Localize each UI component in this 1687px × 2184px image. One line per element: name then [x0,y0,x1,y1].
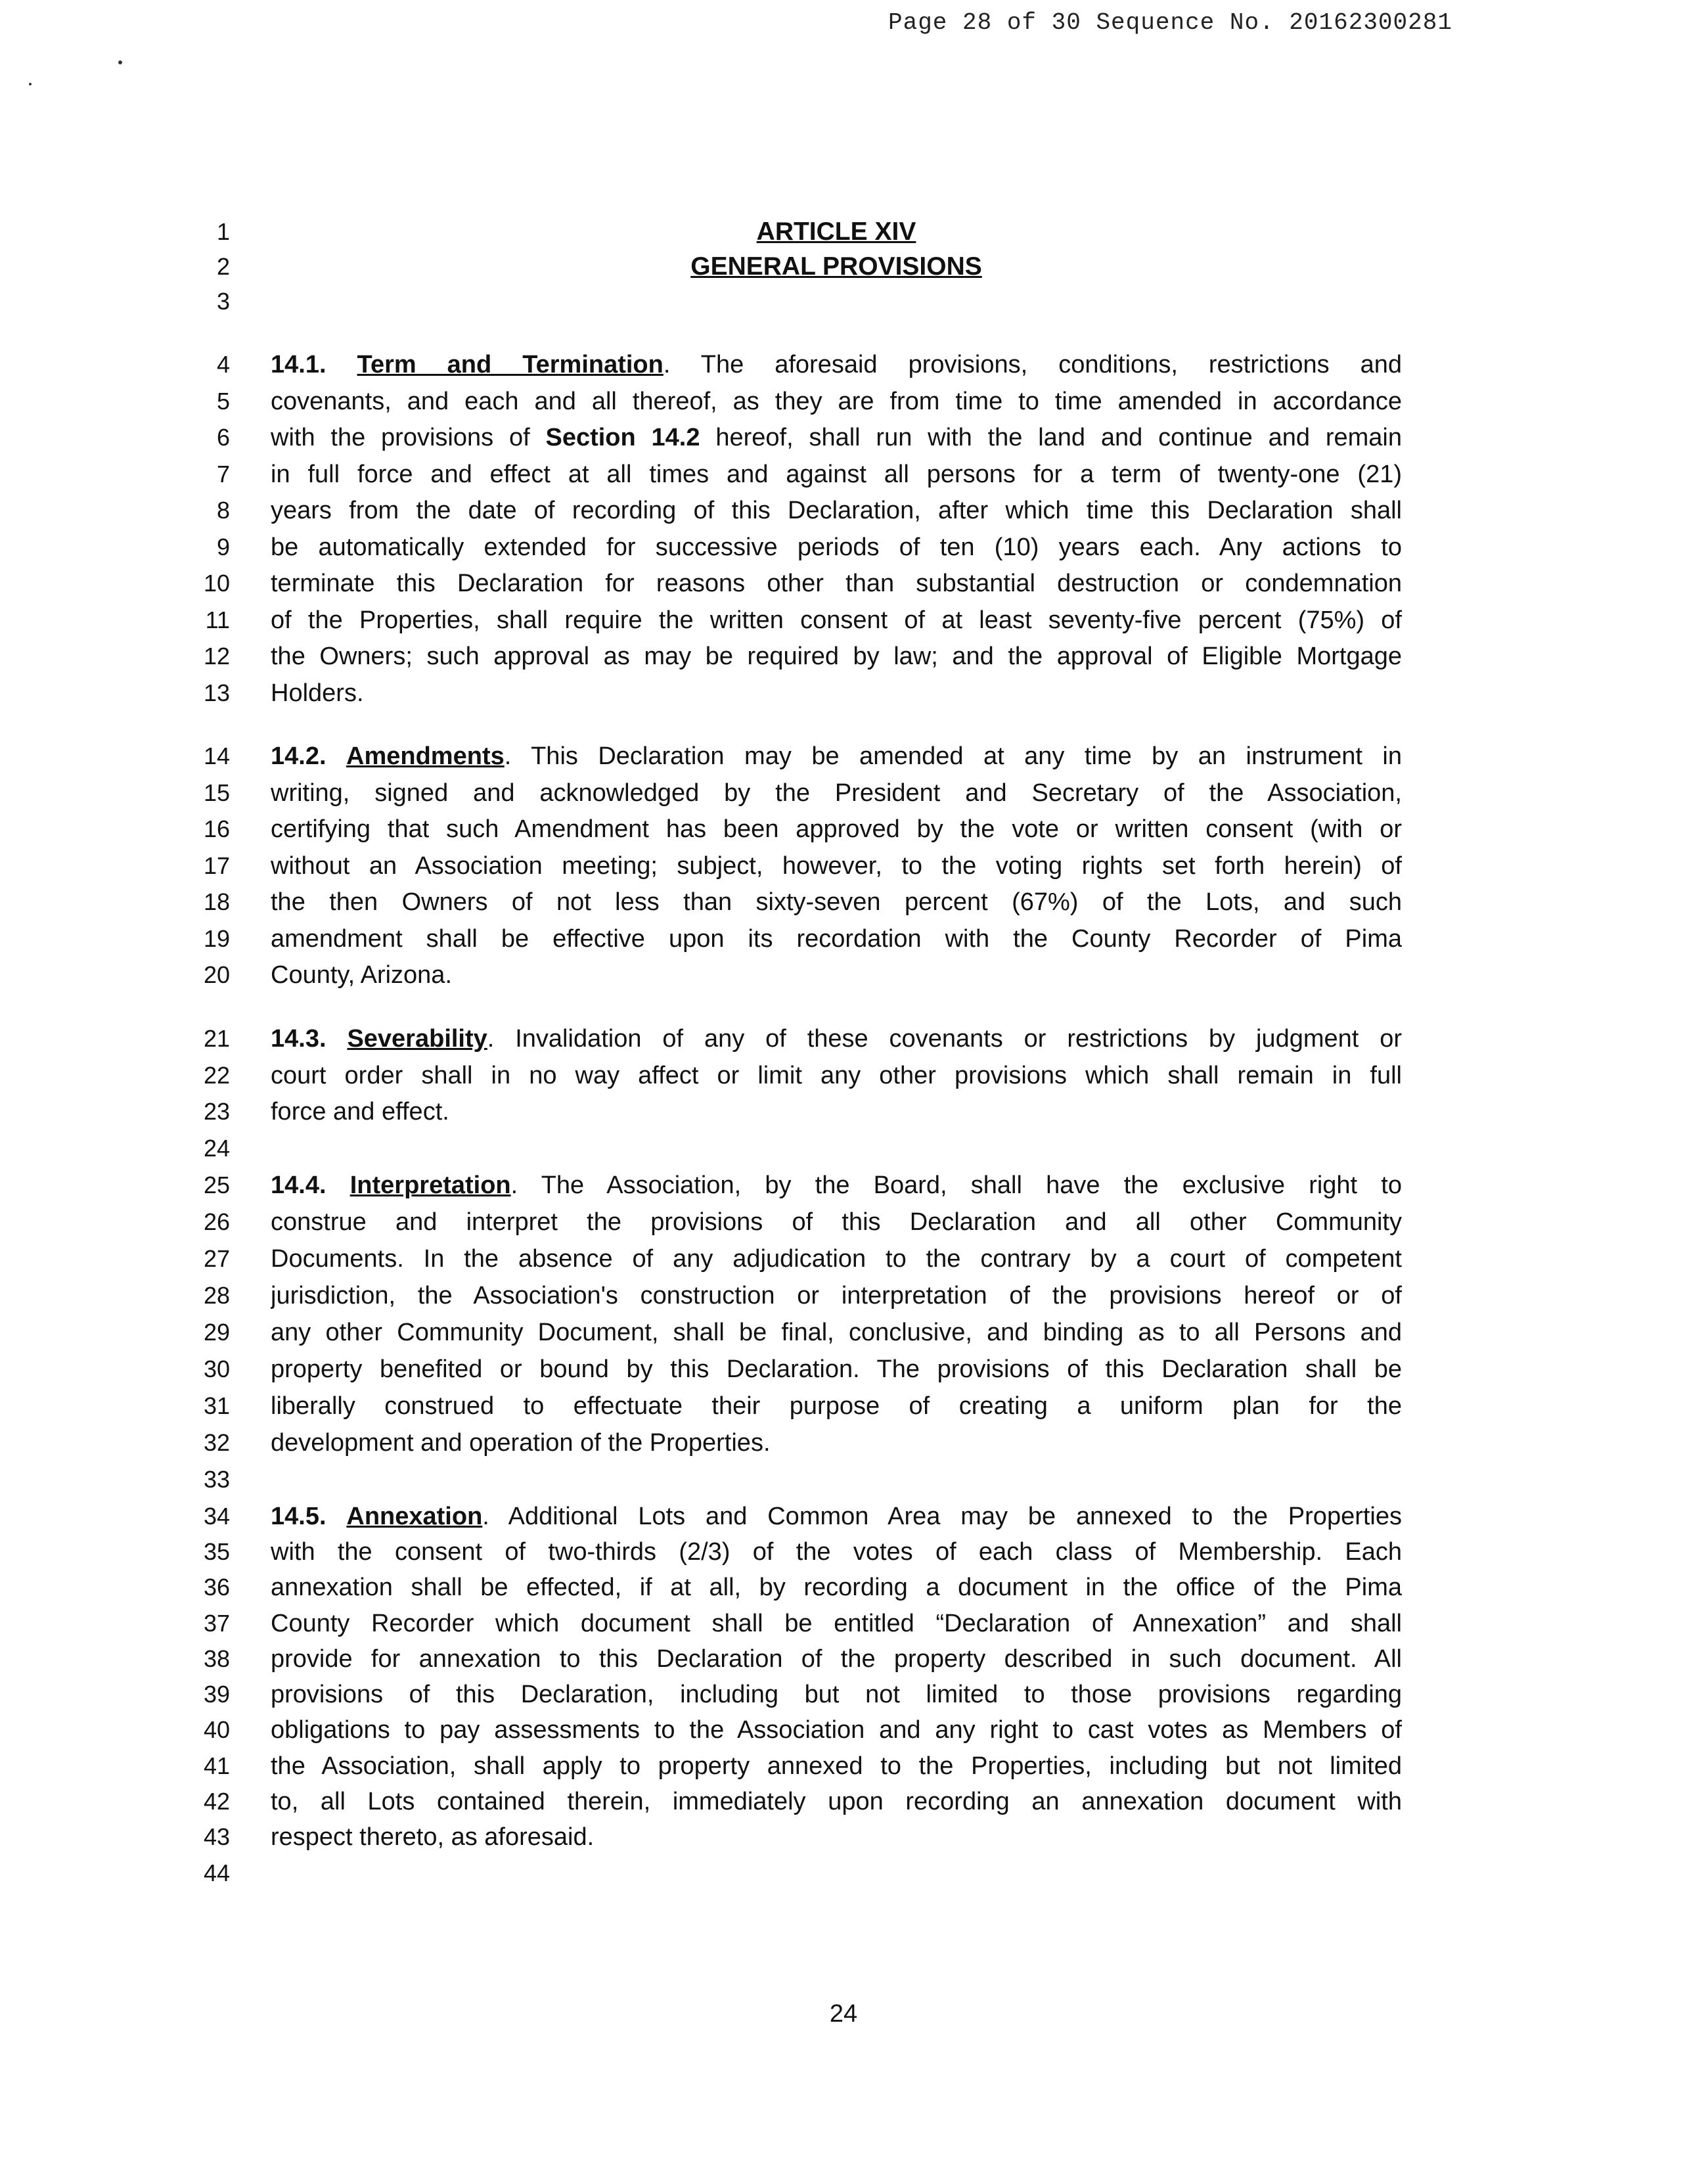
line-number: 34 [203,1503,230,1530]
section-reference: Section 14.2 [545,424,700,451]
line-number: 5 [216,388,230,415]
text-line: County, Arizona. [271,962,453,988]
text-line: certifying that such Amendment has been approved by the vote or written consent (with or [271,816,1402,842]
line-number: 43 [203,1823,230,1850]
line-number: 6 [216,424,230,451]
article-number: ARTICLE XIV [756,217,916,246]
text-line: construe and interpret the provisions of this Declaration and all other Community [271,1209,1402,1235]
text-line: writing, signed and acknowledged by the President and Secretary of the Association, [271,780,1402,806]
text-line: the Association, shall apply to property annexed to the Properties, including but not limited [271,1753,1402,1779]
text-line: 14.1. Term and Termination. The aforesaid provisions, conditions, restrictions and [271,352,1402,378]
text-line: liberally construed to effectuate their purpose of creating a uniform plan for the [271,1393,1402,1419]
line-number: 29 [203,1319,230,1346]
text-line: amendment shall be effective upon its recordation with the County Recorder of Pima [271,926,1402,952]
text-line: obligations to pay assessments to the Association and any right to cast votes as Members of [271,1717,1402,1743]
scan-speck [118,60,122,64]
line-number: 36 [203,1574,230,1601]
text-line: with the provisions of Section 14.2 hereof, shall run with the land and continue and remain [271,424,1402,451]
section-number: 14.2. [271,743,326,769]
section-heading: Annexation [346,1503,483,1530]
line-number: 24 [203,1135,230,1162]
line-number: 30 [203,1355,230,1382]
line-number: 2 [216,253,230,280]
text-line: years from the date of recording of this Declaration, after which time this Declaration shall [271,497,1402,524]
line-number: 41 [203,1752,230,1779]
line-number: 10 [203,570,230,597]
text-line: provide for annexation to this Declaration of the property described in such document. All [271,1646,1402,1672]
line-number: 14 [203,742,230,769]
text-line: provisions of this Declaration, including but not limited to those provisions regarding [271,1681,1402,1708]
line-number: 23 [203,1098,230,1125]
section-heading: Severability [347,1026,487,1052]
text-line: Documents. In the absence of any adjudication to the contrary by a court of competent [271,1246,1402,1272]
page-sequence-header: Page 28 of 30 Sequence No. 20162300281 [888,9,1452,36]
line-number: 11 [205,606,230,633]
section-number: 14.4. [271,1172,326,1198]
section-number: 14.1. [271,352,326,378]
text-line: to, all Lots contained therein, immediately upon recording an annexation document with [271,1788,1402,1815]
page-number: 24 [829,2000,858,2028]
line-number: 12 [203,643,230,670]
text-line: court order shall in no way affect or limit any other provisions which shall remain in full [271,1062,1402,1089]
line-number: 18 [203,888,230,915]
line-number: 27 [203,1245,230,1272]
line-number: 39 [203,1681,230,1708]
line-number: 32 [203,1429,230,1456]
text-line: property benefited or bound by this Declaration. The provisions of this Declaration shall be [271,1356,1402,1382]
text-line: jurisdiction, the Association's construction or interpretation of the provisions hereof or of [271,1283,1402,1309]
section-number: 14.3. [271,1026,326,1052]
line-number: 20 [203,961,230,988]
line-number: 38 [203,1645,230,1672]
line-number: 13 [203,679,230,706]
line-number: 17 [203,852,230,879]
text-line: covenants, and each and all thereof, as they are from time to time amended in accordance [271,388,1402,415]
line-number: 44 [203,1859,230,1886]
text-line: Holders. [271,680,364,706]
line-number: 40 [203,1716,230,1743]
section-heading: Term and Termination [357,352,664,378]
line-number: 26 [203,1208,230,1235]
line-number: 7 [216,461,230,488]
text-line: of the Properties, shall require the written consent of at least seventy-five percent (75%) of [271,607,1402,633]
line-number: 3 [216,288,230,315]
line-number: 8 [216,497,230,524]
line-number: 35 [203,1538,230,1565]
text-line: 14.5. Annexation. Additional Lots and Common Area may be annexed to the Properties [271,1503,1402,1530]
text-line: be automatically extended for successive periods of ten (10) years each. Any actions to [271,534,1402,560]
text-line: 14.3. Severability. Invalidation of any of these covenants or restrictions by judgment or [271,1026,1402,1052]
text-line: without an Association meeting; subject, however, to the voting rights set forth herein) of [271,853,1402,879]
line-number: 42 [203,1788,230,1815]
line-number: 4 [216,351,230,378]
text-line: the Owners; such approval as may be required by law; and the approval of Eligible Mortgage [271,643,1402,670]
line-number: 1 [216,218,230,245]
text-line: County Recorder which document shall be entitled “Declaration of Annexation” and shall [271,1610,1402,1637]
line-number: 37 [203,1610,230,1637]
line-number: 25 [203,1172,230,1198]
line-number: 31 [203,1392,230,1419]
line-number: 22 [203,1062,230,1089]
text-line: the then Owners of not less than sixty-seven percent (67%) of the Lots, and such [271,889,1402,915]
line-number: 33 [203,1466,230,1493]
line-number: 21 [203,1025,230,1052]
scan-speck [29,83,32,85]
text-line: in full force and effect at all times and against all persons for a term of twenty-one (21) [271,461,1402,488]
text-line: with the consent of two-thirds (2/3) of the votes of each class of Membership. Each [271,1539,1402,1565]
line-number: 19 [203,925,230,952]
section-heading: Interpretation [349,1172,511,1198]
text-line: 14.2. Amendments. This Declaration may be amended at any time by an instrument in [271,743,1402,769]
section-number: 14.5. [271,1503,326,1530]
text-line: force and effect. [271,1099,449,1125]
text-line: any other Community Document, shall be final, conclusive, and binding as to all Persons and [271,1319,1402,1346]
line-number: 15 [203,779,230,806]
text-line: 14.4. Interpretation. The Association, by the Board, shall have the exclusive right to [271,1172,1402,1198]
line-number: 16 [203,815,230,842]
line-number: 28 [203,1282,230,1309]
text-line: development and operation of the Properties. [271,1430,771,1456]
text-line: respect thereto, as aforesaid. [271,1824,595,1850]
article-title: GENERAL PROVISIONS [690,252,982,281]
section-heading: Amendments [346,743,505,769]
text-line: annexation shall be effected, if at all, by recording a document in the office of the Pima [271,1574,1402,1601]
line-number: 9 [216,534,230,560]
text-line: terminate this Declaration for reasons other than substantial destruction or condemnation [271,570,1402,597]
